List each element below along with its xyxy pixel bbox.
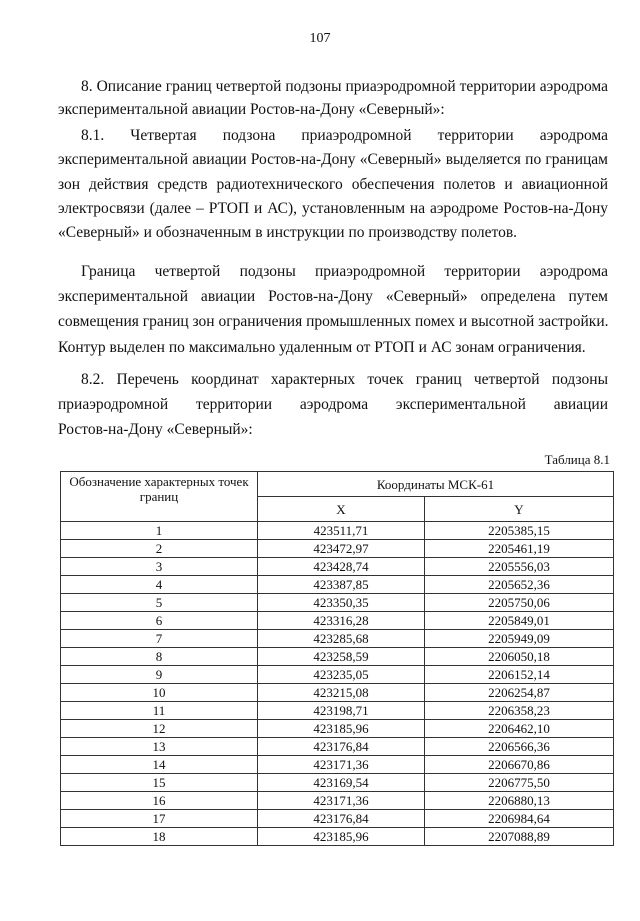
table-row — [61, 684, 614, 702]
y-header: Y — [425, 497, 614, 522]
x-coordinate: 423235,05 — [258, 666, 425, 684]
x-coordinate: 423258,59 — [258, 648, 425, 666]
section-8-heading: 8. Описание границ четвертой подзоны приаэродромной территории аэродрома — [81, 78, 608, 95]
x-coordinate: 423185,96 — [258, 828, 425, 846]
table-row — [61, 594, 614, 612]
paragraph-boundary-line: Граница четвертой подзоны приаэродромной территории аэродрома — [81, 263, 608, 280]
table-row — [61, 612, 614, 630]
x-coordinate: 423387,85 — [258, 576, 425, 594]
point-number: 14 — [61, 756, 258, 774]
point-number: 7 — [61, 630, 258, 648]
y-coordinate: 2206566,36 — [425, 738, 614, 756]
x-header: X — [258, 497, 425, 522]
table-row — [61, 630, 614, 648]
coordinates-table — [60, 471, 614, 846]
table-row — [61, 756, 614, 774]
y-coordinate: 2206462,10 — [425, 720, 614, 738]
x-coordinate: 423285,68 — [258, 630, 425, 648]
x-coordinate: 423428,74 — [258, 558, 425, 576]
point-number: 16 — [61, 792, 258, 810]
x-coordinate: 423169,54 — [258, 774, 425, 792]
y-coordinate: 2205385,15 — [425, 522, 614, 540]
y-coordinate: 2206670,86 — [425, 756, 614, 774]
x-coordinate: 423350,35 — [258, 594, 425, 612]
y-coordinate: 2205949,09 — [425, 630, 614, 648]
point-number: 15 — [61, 774, 258, 792]
paragraph-boundary-line: экспериментальной авиации Ростов-на-Дону «Северный» определена путем — [58, 288, 608, 305]
table-row — [61, 558, 614, 576]
x-coordinate: 423176,84 — [258, 738, 425, 756]
paragraph-8-1-line: электросвязи (далее – РТОП и АС), установленным на аэродроме Ростов-на-Дону — [58, 200, 608, 217]
table-row — [61, 810, 614, 828]
y-coordinate: 2205461,19 — [425, 540, 614, 558]
table-row — [61, 540, 614, 558]
point-number: 17 — [61, 810, 258, 828]
paragraph-8-1-line: 8.1. Четвертая подзона приаэродромной территории аэродрома — [81, 127, 608, 144]
y-coordinate: 2206984,64 — [425, 810, 614, 828]
table-row — [61, 648, 614, 666]
table-row — [61, 702, 614, 720]
y-coordinate: 2206880,13 — [425, 792, 614, 810]
x-coordinate: 423511,71 — [258, 522, 425, 540]
table-caption: Таблица 8.1 — [544, 452, 610, 467]
point-number: 5 — [61, 594, 258, 612]
y-coordinate: 2207088,89 — [425, 828, 614, 846]
paragraph-8-1-line: зон действия средств радиотехнического обеспечения полетов и авиационной — [58, 176, 608, 193]
x-coordinate: 423171,36 — [258, 792, 425, 810]
x-coordinate: 423176,84 — [258, 810, 425, 828]
x-coordinate: 423198,71 — [258, 702, 425, 720]
table-row — [61, 720, 614, 738]
x-coordinate: 423185,96 — [258, 720, 425, 738]
y-coordinate: 2205750,06 — [425, 594, 614, 612]
table-row — [61, 774, 614, 792]
point-number: 9 — [61, 666, 258, 684]
paragraph-8-2-line: 8.2. Перечень координат характерных точек границ четвертой подзоны — [81, 371, 608, 388]
point-number: 12 — [61, 720, 258, 738]
y-coordinate: 2205652,36 — [425, 576, 614, 594]
point-number: 13 — [61, 738, 258, 756]
x-coordinate: 423316,28 — [258, 612, 425, 630]
point-number: 4 — [61, 576, 258, 594]
y-coordinate: 2206050,18 — [425, 648, 614, 666]
point-number: 10 — [61, 684, 258, 702]
table-row — [61, 522, 614, 540]
x-coordinate: 423472,97 — [258, 540, 425, 558]
y-coordinate: 2205849,01 — [425, 612, 614, 630]
paragraph-8-2-line: приаэродромной территории аэродрома экспериментальной авиации — [58, 396, 608, 413]
table-row — [61, 828, 614, 846]
section-8-heading-cont: экспериментальной авиации Ростов-на-Дону «Северный»: — [58, 101, 445, 118]
point-number: 3 — [61, 558, 258, 576]
point-number: 2 — [61, 540, 258, 558]
point-number: 11 — [61, 702, 258, 720]
y-coordinate: 2206358,23 — [425, 702, 614, 720]
page-number: 107 — [309, 31, 331, 46]
paragraph-boundary-line: совмещения границ зон ограничения промышленных помех и высотной застройки. — [58, 313, 609, 330]
table-row — [61, 792, 614, 810]
table-row — [61, 576, 614, 594]
table-row — [61, 738, 614, 756]
coordinates-group-header: Координаты МСК-61 — [258, 472, 614, 497]
paragraph-8-1-line: экспериментальной авиации Ростов-на-Дону «Северный» выделяется по границам — [58, 151, 608, 168]
paragraph-8-2-line: Ростов-на-Дону «Северный»: — [58, 421, 253, 438]
point-header: Обозначение характерных точек границ — [61, 472, 258, 522]
table-row — [61, 666, 614, 684]
point-number: 18 — [61, 828, 258, 846]
point-number: 8 — [61, 648, 258, 666]
paragraph-8-1-line: «Северный» и обозначенным в инструкции по производству полетов. — [58, 224, 518, 241]
y-coordinate: 2206152,14 — [425, 666, 614, 684]
y-coordinate: 2206254,87 — [425, 684, 614, 702]
x-coordinate: 423171,36 — [258, 756, 425, 774]
y-coordinate: 2206775,50 — [425, 774, 614, 792]
point-number: 6 — [61, 612, 258, 630]
paragraph-boundary-line: Контур выделен по максимально удаленным от РТОП и АС зонам ограничения. — [58, 339, 586, 356]
x-coordinate: 423215,08 — [258, 684, 425, 702]
y-coordinate: 2205556,03 — [425, 558, 614, 576]
point-number: 1 — [61, 522, 258, 540]
